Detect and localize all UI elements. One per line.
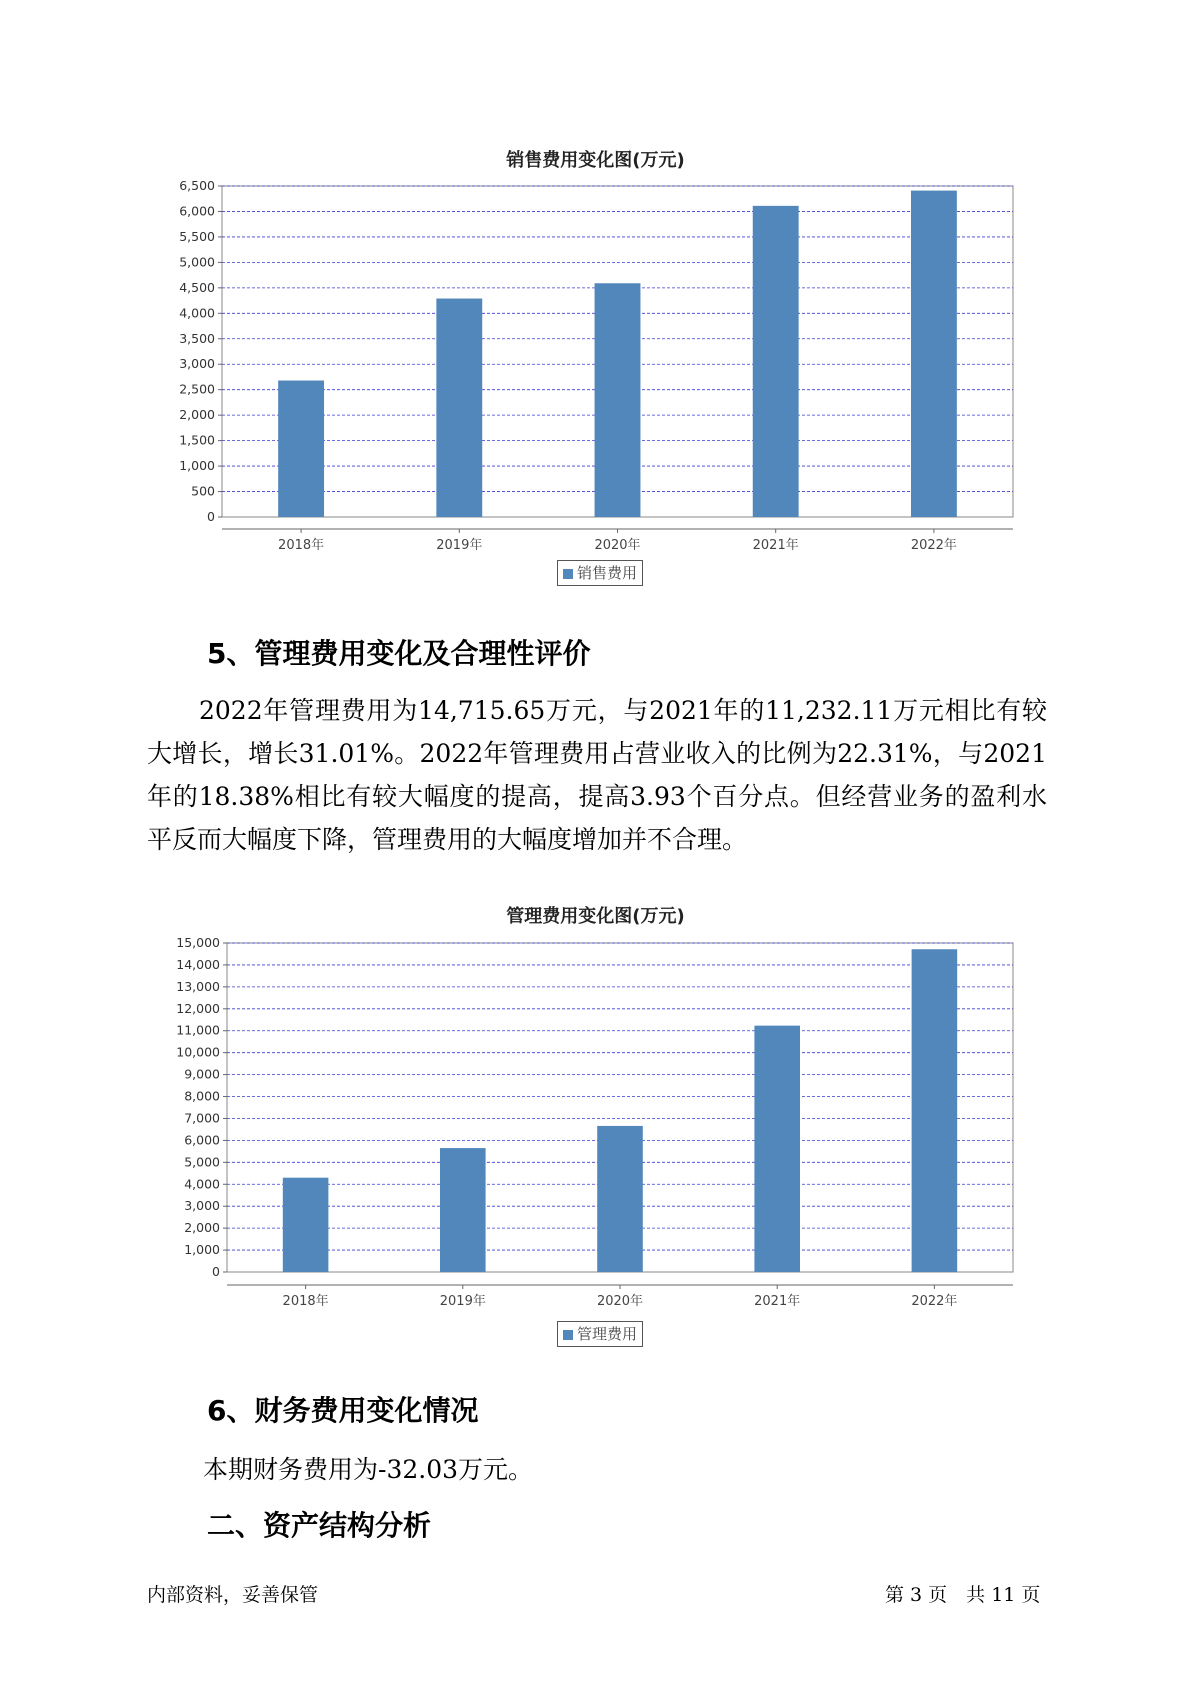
bar-2018年 xyxy=(283,1178,329,1272)
y-tick-label: 4,000 xyxy=(184,1176,220,1192)
y-tick-label: 6,000 xyxy=(184,1132,220,1148)
x-tick-label: 2020年 xyxy=(596,1294,644,1309)
y-tick-label: 3,500 xyxy=(179,330,215,346)
x-tick-label: 2022年 xyxy=(910,538,957,553)
x-tick-label: 2021年 xyxy=(754,1294,801,1309)
bar-2019年 xyxy=(440,1148,486,1272)
y-tick-label: 14,000 xyxy=(176,956,220,972)
y-tick-label: 8,000 xyxy=(184,1088,220,1104)
y-tick-label: 3,000 xyxy=(184,1198,220,1214)
x-tick-label: 2022年 xyxy=(911,1294,958,1309)
bar-2021年 xyxy=(754,1026,800,1272)
y-tick-label: 5,000 xyxy=(179,254,215,270)
x-tick-label: 2021年 xyxy=(752,538,799,553)
sales-expense-chart-title: 销售费用变化图(万元) xyxy=(506,150,685,171)
y-tick-label: 9,000 xyxy=(184,1066,220,1082)
y-tick-label: 2,500 xyxy=(179,381,215,397)
y-tick-label: 3,000 xyxy=(179,356,215,372)
y-tick-label: 2,000 xyxy=(184,1220,220,1236)
section-5-heading: 5、管理费用变化及合理性评价 xyxy=(207,637,591,670)
admin-expense-legend xyxy=(557,1321,643,1347)
footer-confidential-note: 内部资料，妥善保管 xyxy=(147,1584,319,1606)
x-tick-label: 2020年 xyxy=(594,538,641,553)
x-tick-label: 2018年 xyxy=(282,1294,329,1309)
x-tick-label: 2019年 xyxy=(436,538,483,553)
admin-expense-chart-title: 管理费用变化图(万元) xyxy=(506,906,685,927)
y-tick-label: 500 xyxy=(191,483,215,499)
section-6-paragraph: 本期财务费用为-32.03万元。 xyxy=(203,1455,534,1484)
section-asset-structure-heading: 二、资产结构分析 xyxy=(207,1509,432,1542)
bar-2022年 xyxy=(912,949,958,1272)
x-tick-label: 2019年 xyxy=(439,1294,486,1309)
y-tick-label: 11,000 xyxy=(176,1022,220,1038)
y-tick-label: 1,000 xyxy=(184,1242,220,1258)
legend-swatch xyxy=(563,1330,573,1340)
legend-label: 销售费用 xyxy=(577,564,638,582)
y-tick-label: 5,000 xyxy=(184,1154,220,1170)
x-tick-label: 2018年 xyxy=(278,538,325,553)
y-tick-label: 0 xyxy=(207,509,215,524)
y-tick-label: 12,000 xyxy=(176,1000,220,1016)
legend-label: 管理费用 xyxy=(577,1325,638,1343)
y-tick-label: 0 xyxy=(212,1264,220,1279)
y-tick-label: 1,500 xyxy=(179,432,215,448)
footer-page-number: 第 3 页 共 11 页 xyxy=(885,1584,1041,1606)
y-tick-label: 2,000 xyxy=(179,407,215,423)
y-tick-label: 5,500 xyxy=(179,228,215,244)
y-tick-label: 10,000 xyxy=(176,1044,220,1060)
section-5-paragraph: 2022年管理费用为14,715.65万元，与2021年的11,232.11万元相比有较大增长，增长31.01%。2022年管理费用占营业收入的比例为22.31%，与2021年的18.38%相比有较大幅度的提高，提高3.93个百分点。但经营业务的盈利水平反而大幅度下降，管理费用的大幅度增加并不合理。 xyxy=(147,696,1047,854)
y-tick-label: 13,000 xyxy=(176,978,220,994)
bar-2020年 xyxy=(597,1126,643,1272)
section-6-heading: 6、财务费用变化情况 xyxy=(207,1394,479,1427)
y-tick-label: 15,000 xyxy=(176,935,220,950)
y-tick-label: 1,000 xyxy=(179,458,215,474)
y-tick-label: 4,000 xyxy=(179,305,215,321)
y-tick-label: 4,500 xyxy=(179,279,215,295)
y-tick-label: 6,500 xyxy=(179,178,215,193)
y-tick-label: 7,000 xyxy=(184,1110,220,1126)
y-tick-label: 6,000 xyxy=(179,203,215,219)
